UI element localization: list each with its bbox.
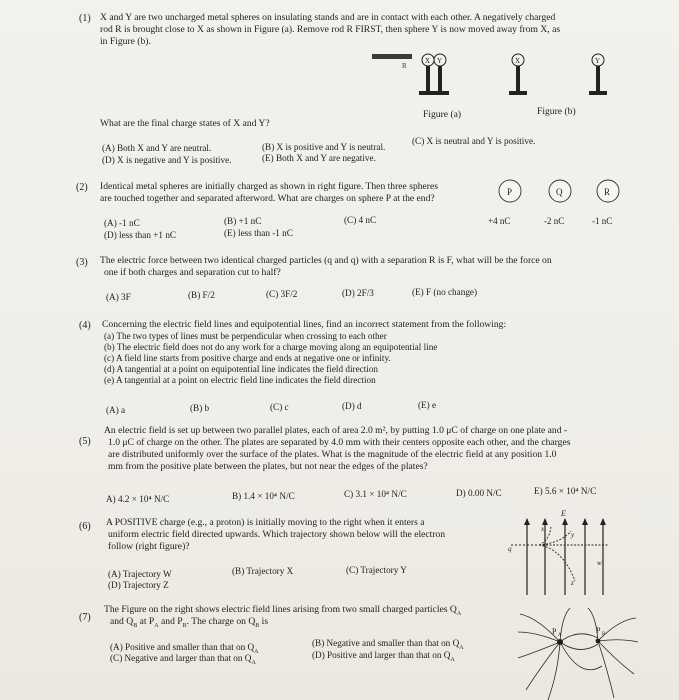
q2-number: (2): [76, 182, 88, 193]
q7-text-line2-b: at P: [137, 616, 155, 627]
q7-text-sub-b1: B: [133, 622, 138, 629]
q6-traj-y: y: [571, 531, 575, 539]
q1-text-line3: in Figure (b).: [100, 36, 151, 47]
q4-option-e[interactable]: (E) e: [418, 400, 437, 410]
q7-text-sub-a1: A: [154, 622, 159, 629]
q1-sphere-y-label-b: Y: [595, 57, 601, 65]
q2-option-d[interactable]: (D) less than +1 nC: [104, 230, 177, 240]
q5-number: (5): [79, 436, 91, 447]
q2-text-line2: are touched together and separated afterword. What are charges on sphere P at the end?: [100, 193, 435, 204]
q6-option-b[interactable]: (B) Trajectory X: [232, 566, 294, 576]
q3-text-line1: The electric force between two identical charged particles (q and q) with a separation R is F, what will be the force on: [100, 255, 552, 266]
q7-charge-a: [557, 639, 563, 645]
q4-statement-e: (e) A tangential at a point on electric field line indicates the field direction: [104, 375, 376, 385]
q1-stand-x-a: [426, 66, 430, 92]
q6-figure: [505, 505, 615, 597]
q7-option-a-text: (A) Positive and smaller than that on Q: [110, 642, 255, 652]
q1-text-line1: X and Y are two uncharged metal spheres on insulating stands and are in contact with each other. A negatively charged: [100, 12, 556, 23]
q6-option-c[interactable]: (C) Trajectory Y: [346, 565, 407, 575]
q4-option-d[interactable]: (D) d: [342, 401, 362, 411]
q5-option-c[interactable]: C) 3.1 × 10⁴ N/C: [344, 489, 407, 499]
q7-option-c-sub: A: [251, 659, 256, 666]
q4-statement-c: (c) A field line starts from positive charge and ends at negative one or infinity.: [104, 353, 391, 363]
q2-charge-p: +4 nC: [488, 216, 511, 226]
q5-option-a[interactable]: A) 4.2 × 10⁴ N/C: [106, 494, 170, 504]
q2-figure: [480, 176, 640, 226]
q5-text-line4: mm from the positive plate between the plates, but not near the edges of the plates?: [108, 461, 428, 472]
q5-text-line3: are distributed uniformly over the surface of the plates. What is the magnitude of the electric field at any position 1.0: [108, 449, 557, 460]
q2-option-e[interactable]: (E) less than -1 nC: [224, 228, 293, 238]
q7-text-sub-b2: B: [182, 622, 187, 629]
q7-text-sub-b3: B: [255, 622, 260, 629]
q7-text-line2-d: . The charge on Q: [186, 616, 256, 627]
q7-charge-b: [596, 639, 601, 644]
q5-option-e[interactable]: E) 5.6 × 10⁴ N/C: [534, 486, 597, 496]
q7-label-pb-sub: B: [602, 632, 606, 637]
q2-sphere-p-label: P: [507, 187, 513, 197]
q6-traj-x: x: [541, 525, 545, 533]
q7-number: (7): [79, 612, 91, 623]
q1-base-a: [419, 91, 449, 95]
q7-option-d-sub: A: [450, 656, 455, 663]
q5-option-b[interactable]: B) 1.4 × 10⁴ N/C: [232, 491, 295, 501]
q7-label-pa: P: [552, 627, 557, 636]
q7-option-c[interactable]: [110, 653, 256, 669]
q6-traj-z: z: [571, 579, 574, 587]
q1-sphere-x-label-a: X: [425, 57, 431, 65]
q7-text-line1-main: The Figure on the right shows electric field lines arising from two small charged particles Q: [104, 604, 457, 615]
q1-rod: [372, 54, 412, 59]
q2-text-line1: Identical metal spheres are initially charged as shown in right figure. Then three spheres: [100, 181, 438, 192]
q7-option-c-text: (C) Negative and larger than that on Q: [110, 653, 252, 663]
q7-field-figure: [518, 608, 638, 700]
q7-option-b-text: (B) Negative and smaller than that on Q: [312, 638, 460, 648]
q4-option-a[interactable]: (A) a: [106, 405, 126, 415]
q7-text-line2-c: and P: [158, 616, 183, 627]
q4-statement-a: (a) The two types of lines must be perpendicular when crossing to each other: [104, 331, 387, 341]
q4-statement-b: (b) The electric field does not do any work for a charge moving along an equipotential line: [104, 342, 438, 352]
q1-base-x-b: [509, 91, 527, 95]
q1-stand-y-a: [438, 66, 442, 92]
q1-base-y-b: [589, 91, 607, 95]
q2-option-c[interactable]: (C) 4 nC: [344, 215, 377, 225]
q6-text-line3: follow (right figure)?: [108, 541, 190, 552]
q2-option-b[interactable]: (B) +1 nC: [224, 216, 262, 226]
q6-option-d[interactable]: (D) Trajectory Z: [108, 580, 169, 590]
q3-option-b[interactable]: (B) F/2: [188, 290, 215, 300]
q1-question: What are the final charge states of X and Y?: [100, 118, 270, 129]
q6-charge-label: q: [508, 545, 512, 553]
q2-sphere-q-label: Q: [556, 187, 563, 197]
q5-text-line2: 1.0 μC of charge on the other. The plates are separated by 4.0 mm with their centers opposite each other, and the charges: [108, 437, 571, 448]
q7-option-b-sub: A: [459, 644, 464, 651]
q4-option-c[interactable]: (C) c: [270, 402, 289, 412]
q1-figure-a-caption: Figure (a): [423, 109, 462, 120]
q3-option-e[interactable]: (E) F (no change): [412, 287, 478, 297]
q7-text-line2: [110, 616, 268, 632]
q1-rod-label: R: [402, 62, 407, 70]
q7-text-line2-a: and Q: [110, 616, 134, 627]
q1-stand-y-b: [596, 66, 600, 92]
q1-stand-x-b: [516, 66, 520, 92]
q1-number: (1): [79, 13, 91, 24]
q2-charge-q: -2 nC: [544, 216, 565, 226]
q4-option-b[interactable]: (B) b: [190, 403, 210, 413]
q1-option-e[interactable]: (E) Both X and Y are negative.: [262, 153, 376, 163]
q2-sphere-r-label: R: [604, 187, 611, 197]
q7-text-line2-e: is: [259, 616, 269, 627]
q1-option-a[interactable]: (A) Both X and Y are neutral.: [102, 143, 212, 153]
q3-number: (3): [76, 257, 88, 268]
q3-option-c[interactable]: (C) 3F/2: [266, 289, 298, 299]
q6-text-line2: uniform electric field directed upwards. Which trajectory shown below will the electron: [108, 529, 446, 540]
q3-text-line2: one if both charges and separation cut to half?: [104, 267, 281, 278]
q2-option-a[interactable]: (A) -1 nC: [104, 218, 140, 228]
q1-option-b[interactable]: (B) X is positive and Y is neutral.: [262, 142, 386, 152]
q2-charge-r: -1 nC: [592, 216, 613, 226]
q7-label-pb: P: [596, 626, 601, 635]
q1-option-d[interactable]: (D) X is negative and Y is positive.: [102, 155, 232, 165]
q1-figure: [370, 48, 620, 120]
q4-text-line1: Concerning the electric field lines and equipotential lines, find an incorrect statement from the following:: [102, 319, 507, 330]
q7-option-d[interactable]: [312, 650, 455, 666]
q1-figure-b-caption: Figure (b): [537, 106, 576, 117]
q1-sphere-x-label-b: X: [515, 57, 521, 65]
q3-option-d[interactable]: (D) 2F/3: [342, 288, 374, 298]
q7-option-a-sub: A: [254, 648, 259, 655]
q1-text-line2: rod R is brought close to X as shown in Figure (a). Remove rod R FIRST, then sphere Y is now moved away from X, as: [100, 24, 561, 35]
q1-option-c[interactable]: (C) X is neutral and Y is positive.: [412, 136, 536, 146]
q4-statement-d: (d) A tangential at a point on equipotential line indicates the field direction: [104, 364, 379, 374]
q6-field-label: E: [561, 509, 566, 518]
q5-text-line1: An electric field is set up between two parallel plates, each of area 2.0 m², by putting 1.0 μC of charge on one plate and -: [104, 425, 568, 436]
q7-text-line1-sub: A: [456, 610, 462, 617]
q7-label-pa-sub: A: [558, 633, 562, 638]
q7-option-d-text: (D) Positive and larger than that on Q: [312, 650, 451, 660]
q4-number: (4): [79, 320, 91, 331]
q3-option-a[interactable]: (A) 3F: [106, 292, 131, 302]
q6-traj-w: w: [597, 559, 602, 567]
q6-text-line1: A POSITIVE charge (e.g., a proton) is initially moving to the right when it enters a: [106, 517, 425, 528]
q5-option-d[interactable]: D) 0.00 N/C: [456, 488, 502, 498]
q6-option-a[interactable]: (A) Trajectory W: [108, 569, 172, 579]
q6-number: (6): [79, 521, 91, 532]
q1-sphere-y-label-a: Y: [437, 57, 443, 65]
